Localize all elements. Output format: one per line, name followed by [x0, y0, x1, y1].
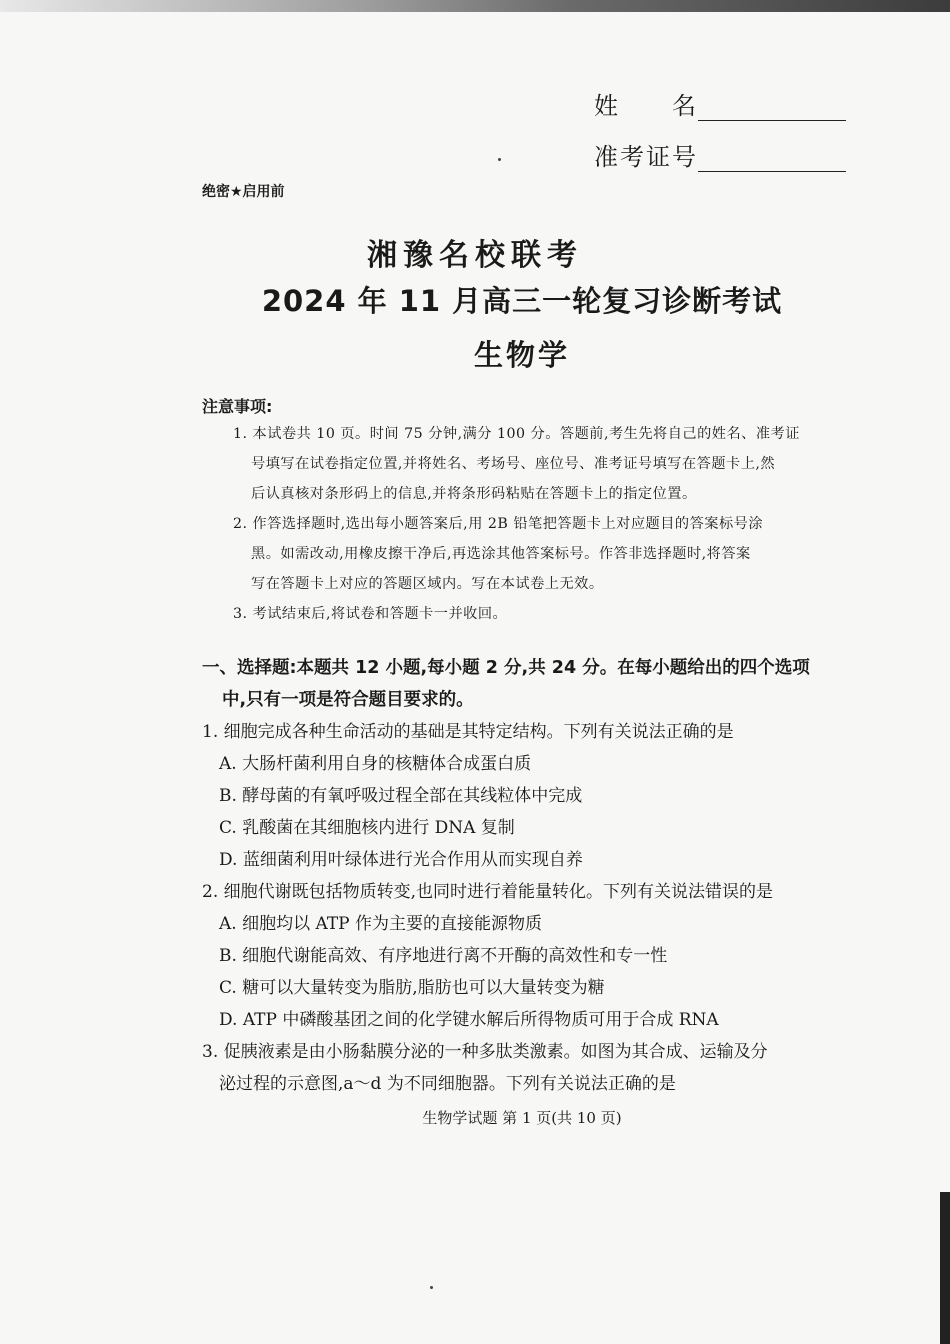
notice-item: 3. 考试结束后,将试卷和答题卡一并收回。	[233, 606, 508, 622]
option-d: D. ATP 中磷酸基团之间的化学键水解后所得物质可用于合成 RNA	[219, 1010, 719, 1030]
notice-item: 2. 作答选择题时,选出每小题答案后,用 2B 铅笔把答题卡上对应题目的答案标号涂 黑。如需改动,用橡皮擦干净后,再选涂其他答案标号。作答非选择题时,将答案 写在答题卡上对应的答题区域内。写在本试卷上无效。	[233, 516, 764, 592]
page-footer: 生物学试题 第 1 页(共 10 页)	[422, 1109, 622, 1127]
question-stem-continued: 泌过程的示意图,a～d 为不同细胞器。下列有关说法正确的是	[219, 1074, 676, 1094]
question-3	[202, 1036, 773, 1100]
question-1	[202, 716, 773, 876]
notice-title: 注意事项:	[202, 397, 273, 416]
exam-union-title: 湘豫名校联考	[367, 238, 583, 273]
section-heading: 一、选择题:本题共 12 小题,每小题 2 分,共 24 分。在每小题给出的四个选项 中,只有一项是符合题目要求的。	[202, 658, 810, 710]
scan-speck	[430, 1286, 433, 1289]
secret-label: 绝密★启用前	[202, 184, 285, 200]
option-d: D. 蓝细菌利用叶绿体进行光合作用从而实现自养	[219, 850, 583, 870]
question-stem: 2. 细胞代谢既包括物质转变,也同时进行着能量转化。下列有关说法错误的是	[202, 882, 774, 902]
name-field	[594, 86, 846, 121]
option-c: C. 乳酸菌在其细胞核内进行 DNA 复制	[219, 818, 515, 838]
scan-edge-top	[0, 0, 950, 12]
option-a: A. 大肠杆菌利用自身的核糖体合成蛋白质	[219, 754, 532, 774]
exam-id-label: 准考证号	[594, 143, 698, 171]
question-stem: 3. 促胰液素是由小肠黏膜分泌的一种多肽类激素。如图为其合成、运输及分	[202, 1042, 768, 1062]
option-b: B. 细胞代谢能高效、有序地进行离不开酶的高效性和专一性	[219, 946, 668, 966]
name-label: 姓 名	[594, 92, 698, 120]
subject-title: 生物学	[473, 338, 570, 372]
option-c: C. 糖可以大量转变为脂肪,脂肪也可以大量转变为糖	[219, 978, 605, 998]
option-b: B. 酵母菌的有氧呼吸过程全部在其线粒体中完成	[219, 786, 583, 806]
question-2	[202, 876, 773, 1036]
exam-title: 2024 年 11 月高三一轮复习诊断考试	[261, 284, 783, 318]
option-a: A. 细胞均以 ATP 作为主要的直接能源物质	[219, 914, 543, 934]
question-stem: 1. 细胞完成各种生命活动的基础是其特定结构。下列有关说法正确的是	[202, 722, 734, 742]
question-list	[202, 716, 773, 1100]
notice-list	[233, 419, 800, 629]
scan-edge-right	[940, 1192, 950, 1344]
scan-speck	[498, 158, 501, 161]
exam-id-field	[594, 137, 846, 172]
name-blank	[698, 98, 846, 121]
exam-id-blank	[698, 149, 846, 172]
notice-item: 1. 本试卷共 10 页。时间 75 分钟,满分 100 分。答题前,考生先将自己的姓名、准考证 号填写在试卷指定位置,并将姓名、考场号、座位号、准考证号填写在答题卡上,然 后认真核对条形码上的信息,并将条形码粘贴在答题卡上的指定位置。	[233, 426, 800, 502]
